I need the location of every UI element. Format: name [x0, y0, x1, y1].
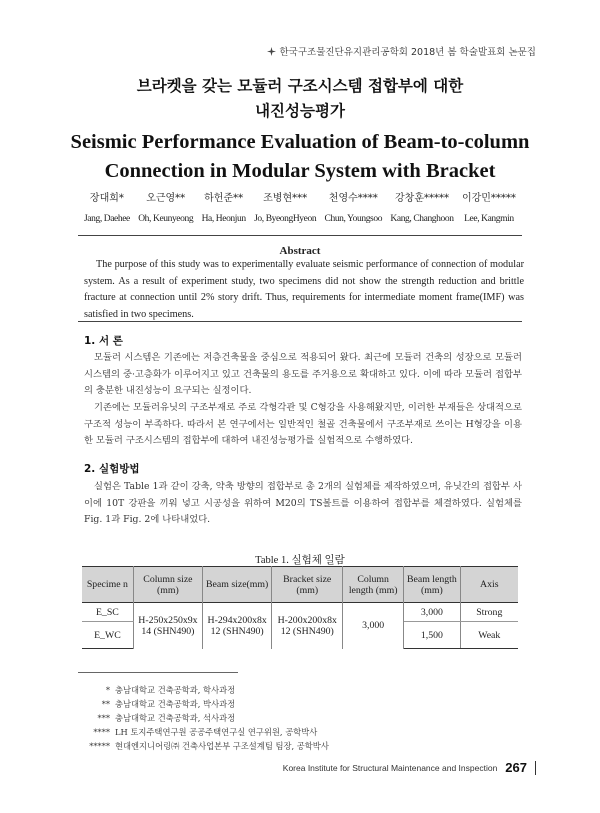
table-cell: 3,000 — [404, 603, 460, 622]
title-english — [0, 128, 600, 186]
footnote — [78, 697, 329, 711]
table-cell: 1,500 — [404, 622, 460, 649]
table-cell: H-294x200x8x 12 (SHN490) — [203, 603, 272, 649]
author — [462, 192, 516, 226]
table-cell: Strong — [460, 603, 518, 622]
abstract-body: The purpose of this study was to experimentally evaluate seismic performance of connection of modular system. As a result of experiment study, two specimens did not show the strength reduction and brittle fracture at connection until 2% story drift. Thus, requirements for intermediate moment frame(IMF) was satisfied in two specimens. — [84, 259, 524, 320]
author-divider — [78, 235, 522, 236]
table-header-cell: Beam length (mm) — [404, 567, 460, 603]
specimen-table — [82, 566, 518, 649]
section-heading-method: 2. 실험방법 — [84, 463, 140, 475]
author-name-en: Kang, Changhoon — [390, 214, 454, 224]
author — [390, 192, 453, 226]
table-header-cell: Specime n — [82, 567, 133, 603]
method-paragraph-1: 실험은 Table 1과 같이 강축, 약축 방향의 접합부로 총 2개의 실험체를 제작하였으며, 유닛간의 접합부 사이에 10T 강판을 끼워 넣고 시공성을 위하여 M20의 TS볼트를 이용하여 접합부를 체결하였다. 실험체를 Fig. 1과 Fig. 2에 나타내었다. — [84, 481, 522, 526]
table-row — [82, 603, 518, 622]
table-header-row — [82, 567, 518, 603]
title-korean-line-1: 브라켓을 갖는 모듈러 구조시스템 접합부에 대한 — [136, 77, 464, 95]
intro-paragraph-2: 기존에는 모듈러유닛의 구조부재로 주로 각형각관 및 C형강을 사용해왔지만, 이러한 부재들은 상대적으로 구조적 성능이 부족하다. 따라서 본 연구에서는 일반적인 철골 건축물에서 구조부재로 쓰이는 H형강을 이용한 모듈러 구조시스템의 접합부에 대하여 내진성능평가를 실험적으로 수행하였다. — [84, 402, 522, 447]
author-name-ko: 장대희* — [89, 193, 124, 204]
table-cell: E_SC — [82, 603, 133, 622]
footnote-mark: * — [105, 685, 110, 695]
intro-paragraph-1: 모듈러 시스템은 기존에는 저층건축물을 중심으로 적용되어 왔다. 최근에 모듈러 건축의 성장으로 모듈러 시스템의 중·고층화가 이루어지고 있고 건축물의 용도를 주거용으로 확대하고 있다. 이에 따라 모듈러 접합부의 충분한 내진성능이 요구되는 실정이다. — [84, 352, 522, 397]
author — [254, 192, 316, 226]
section-heading-introduction: 1. 서 론 — [84, 335, 123, 347]
footnote-mark: *** — [97, 713, 110, 723]
footnote-text: 충남대학교 건축공학과, 박사과정 — [115, 699, 236, 709]
footnote-mark: ***** — [89, 741, 110, 751]
author — [84, 192, 130, 226]
author-list — [84, 192, 516, 226]
author — [138, 192, 193, 226]
footnote-text: 현대엔지니어링㈜ 건축사업본부 구조설계팀 팀장, 공학박사 — [115, 741, 329, 751]
author-name-ko: 오근영** — [146, 193, 186, 204]
title-korean-line-2: 내진성능평가 — [255, 102, 345, 120]
author — [325, 192, 383, 226]
author-name-ko: 조병현*** — [263, 193, 308, 204]
author-name-en: Jang, Daehee — [84, 214, 130, 224]
footnotes — [78, 683, 329, 753]
title-english-line-1: Seismic Performance Evaluation of Beam-to-column — [70, 131, 530, 153]
footnote-text: LH 토지주택연구원 공공주택연구실 연구위원, 공학박사 — [115, 727, 318, 737]
footnote — [78, 711, 329, 725]
footer-divider — [535, 761, 536, 775]
footnote — [78, 739, 329, 753]
author-name-ko: 이강민***** — [461, 193, 516, 204]
author-name-en: Lee, Kangmin — [464, 214, 514, 224]
footnote-text: 충남대학교 건축공학과, 학사과정 — [115, 685, 236, 695]
table-cell: H-200x200x8x 12 (SHN490) — [272, 603, 343, 649]
author — [202, 192, 246, 226]
footer-institute: Korea Institute for Structural Maintenance and Inspection — [282, 762, 498, 773]
author-name-en: Chun, Youngsoo — [324, 214, 383, 224]
table-header-cell: Column length (mm) — [343, 567, 404, 603]
header-text: 한국구조물진단유지관리공학회 2018년 봄 학술발표회 논문집 — [279, 47, 536, 58]
table-cell: Weak — [460, 622, 518, 649]
table-header-cell: Beam size(mm) — [203, 567, 272, 603]
abstract-divider — [78, 321, 522, 322]
table-header-cell: Column size (mm) — [133, 567, 202, 603]
running-header — [267, 44, 536, 58]
footnote — [78, 683, 329, 697]
author-name-ko: 강창훈***** — [395, 193, 449, 204]
abstract-title: Abstract — [279, 245, 321, 257]
footnote-mark: ** — [101, 699, 110, 709]
table-header-cell: Bracket size (mm) — [272, 567, 343, 603]
footnote-mark: **** — [93, 727, 110, 737]
table-caption: Table 1. 실험체 일람 — [255, 555, 345, 566]
footnote — [78, 725, 329, 739]
author-name-ko: 하헌준** — [204, 193, 244, 204]
compass-icon — [267, 47, 276, 56]
author-name-en: Ha, Heonjun — [201, 214, 246, 224]
title-english-line-2: Connection in Modular System with Bracket — [104, 160, 496, 182]
table-cell: H-250x250x9x 14 (SHN490) — [133, 603, 202, 649]
author-name-en: Jo, ByeongHyeon — [254, 214, 317, 224]
title-korean — [0, 74, 600, 124]
footnote-divider — [78, 672, 238, 673]
table-cell: E_WC — [82, 622, 133, 649]
table-cell: 3,000 — [343, 603, 404, 649]
footnote-text: 충남대학교 건축공학과, 석사과정 — [115, 713, 236, 723]
page-footer — [283, 760, 536, 775]
author-name-ko: 천영수**** — [328, 193, 378, 204]
table-header-cell: Axis — [460, 567, 518, 603]
page-number: 267 — [505, 760, 527, 775]
author-name-en: Oh, Keunyeong — [138, 214, 194, 224]
